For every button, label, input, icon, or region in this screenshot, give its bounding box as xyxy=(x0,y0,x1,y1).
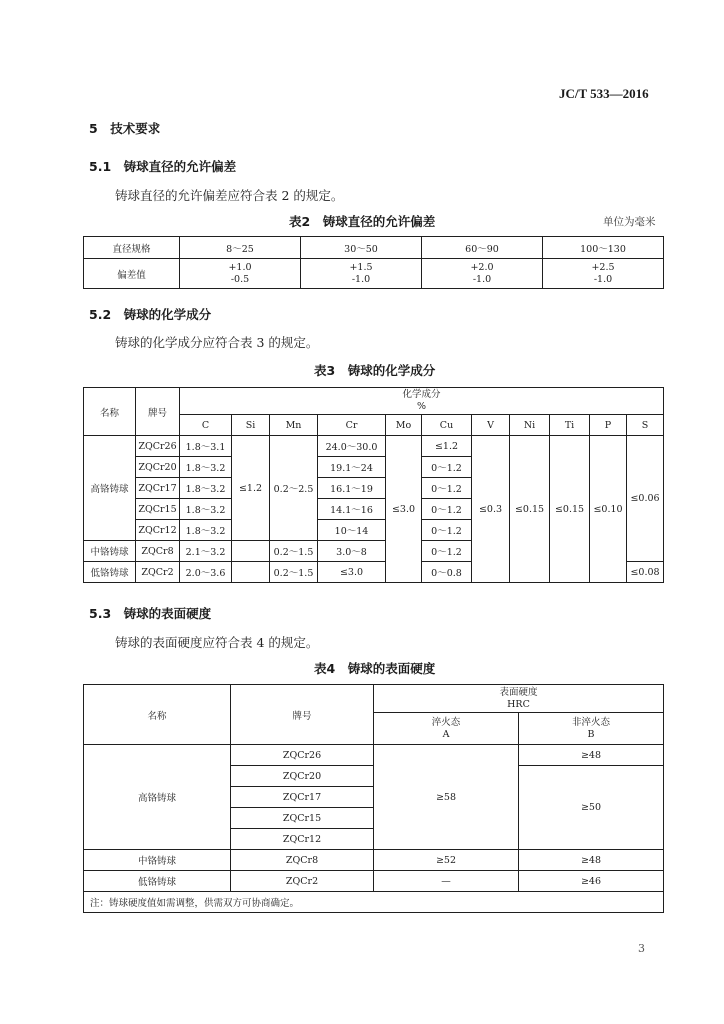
grade-cell: ZQCr12 xyxy=(136,520,180,541)
hardness-b-cell: ≥50 xyxy=(519,766,664,850)
tolerance-plus: +1.0 xyxy=(228,261,252,273)
header-chem xyxy=(180,388,664,415)
unquenched-title: 非淬火态 xyxy=(572,716,611,728)
c-cell: 1.8～3.2 xyxy=(180,478,232,499)
cr-cell: 14.1～16 xyxy=(318,499,386,520)
doc-number: JC/T 533—2016 xyxy=(559,86,649,101)
size-cell: 60～90 xyxy=(422,237,543,259)
hardness-a-cell: ≥58 xyxy=(374,745,519,850)
table-caption: 表4 铸球的表面硬度 xyxy=(314,661,436,676)
element-header: Cr xyxy=(318,415,386,436)
name-cell: 高铬铸球 xyxy=(84,436,136,541)
header-name: 名称 xyxy=(84,685,231,745)
row-label: 直径规格 xyxy=(84,237,180,259)
tolerance-minus: -1.0 xyxy=(593,273,613,285)
si-cell-empty xyxy=(232,541,270,562)
quenched-code: A xyxy=(442,728,450,740)
cr-cell: 10～14 xyxy=(318,520,386,541)
cr-cell: 24.0～30.0 xyxy=(318,436,386,457)
element-header: Mn xyxy=(270,415,318,436)
ni-cell: ≤0.15 xyxy=(510,436,550,583)
c-cell: 1.8～3.2 xyxy=(180,457,232,478)
v-cell: ≤0.3 xyxy=(472,436,510,583)
tolerance-minus: -1.0 xyxy=(351,273,371,285)
tolerance-cell xyxy=(543,259,664,289)
subsection-title: 5.2 铸球的化学成分 xyxy=(89,307,212,322)
mn-cell: 0.2～2.5 xyxy=(270,436,318,541)
grade-cell: ZQCr15 xyxy=(231,808,374,829)
si-cell: ≤1.2 xyxy=(232,436,270,541)
tolerance-cell xyxy=(301,259,422,289)
paragraph: 铸球的化学成分应符合表 3 的规定。 xyxy=(115,335,319,350)
header-unquenched xyxy=(519,713,664,745)
grade-cell: ZQCr17 xyxy=(136,478,180,499)
element-header: S xyxy=(627,415,664,436)
c-cell: 2.1～3.2 xyxy=(180,541,232,562)
hardness-title: 表面硬度 xyxy=(499,686,538,698)
si-cell-empty xyxy=(232,562,270,583)
header-grade: 牌号 xyxy=(231,685,374,745)
tolerance-cell xyxy=(422,259,543,289)
grade-cell: ZQCr2 xyxy=(136,562,180,583)
element-header: Ti xyxy=(550,415,590,436)
cr-cell: ≤3.0 xyxy=(318,562,386,583)
row-label: 偏差值 xyxy=(84,259,180,289)
cr-cell: 3.0～8 xyxy=(318,541,386,562)
size-cell: 30～50 xyxy=(301,237,422,259)
grade-cell: ZQCr20 xyxy=(231,766,374,787)
cu-cell: ≤1.2 xyxy=(422,436,472,457)
quenched-title: 淬火态 xyxy=(431,716,461,728)
section-title: 5 技术要求 xyxy=(89,121,161,136)
tolerance-minus: -0.5 xyxy=(230,273,250,285)
name-cell: 高铬铸球 xyxy=(84,745,231,850)
mo-cell: ≤3.0 xyxy=(386,436,422,583)
table-caption: 表2 铸球直径的允许偏差 xyxy=(289,214,436,229)
cu-cell: 0～1.2 xyxy=(422,541,472,562)
size-cell: 100～130 xyxy=(543,237,664,259)
hardness-a-cell: ≥52 xyxy=(374,850,519,871)
grade-cell: ZQCr2 xyxy=(231,871,374,892)
cr-cell: 19.1～24 xyxy=(318,457,386,478)
hardness-unit: HRC xyxy=(507,698,530,710)
tolerance-plus: +1.5 xyxy=(349,261,373,273)
page-number: 3 xyxy=(638,942,645,955)
header-name: 名称 xyxy=(84,388,136,436)
tolerance-plus: +2.5 xyxy=(591,261,615,273)
grade-cell: ZQCr17 xyxy=(231,787,374,808)
hardness-b-cell: ≥48 xyxy=(519,745,664,766)
table-note: 注：铸球硬度值如需调整，供需双方可协商确定。 xyxy=(84,892,664,913)
table-3 xyxy=(83,387,664,583)
subsection-title: 5.1 铸球直径的允许偏差 xyxy=(89,159,237,174)
tolerance-plus: +2.0 xyxy=(470,261,494,273)
grade-cell: ZQCr15 xyxy=(136,499,180,520)
unquenched-code: B xyxy=(587,728,595,740)
p-cell: ≤0.10 xyxy=(590,436,627,583)
size-cell: 8～25 xyxy=(180,237,301,259)
tolerance-cell xyxy=(180,259,301,289)
mn-cell: 0.2～1.5 xyxy=(270,562,318,583)
cu-cell: 0～1.2 xyxy=(422,499,472,520)
header-hardness xyxy=(374,685,664,713)
table-caption: 表3 铸球的化学成分 xyxy=(314,363,436,378)
chem-title: 化学成分 xyxy=(402,389,441,400)
grade-cell: ZQCr8 xyxy=(136,541,180,562)
s-cell: ≤0.06 xyxy=(627,436,664,562)
table-4 xyxy=(83,684,664,913)
element-header: Mo xyxy=(386,415,422,436)
grade-cell: ZQCr26 xyxy=(231,745,374,766)
c-cell: 1.8～3.2 xyxy=(180,499,232,520)
paragraph: 铸球的表面硬度应符合表 4 的规定。 xyxy=(115,635,319,650)
grade-cell: ZQCr26 xyxy=(136,436,180,457)
cu-cell: 0～1.2 xyxy=(422,478,472,499)
c-cell: 2.0～3.6 xyxy=(180,562,232,583)
c-cell: 1.8～3.2 xyxy=(180,520,232,541)
subsection-title: 5.3 铸球的表面硬度 xyxy=(89,606,212,621)
name-cell: 中铬铸球 xyxy=(84,541,136,562)
hardness-b-cell: ≥48 xyxy=(519,850,664,871)
grade-cell: ZQCr20 xyxy=(136,457,180,478)
grade-cell: ZQCr8 xyxy=(231,850,374,871)
element-header: V xyxy=(472,415,510,436)
cu-cell: 0～0.8 xyxy=(422,562,472,583)
tolerance-minus: -1.0 xyxy=(472,273,492,285)
table-unit: 单位为毫米 xyxy=(603,216,656,228)
element-header: Ni xyxy=(510,415,550,436)
header-grade: 牌号 xyxy=(136,388,180,436)
element-header: Si xyxy=(232,415,270,436)
header-quenched xyxy=(374,713,519,745)
name-cell: 低铬铸球 xyxy=(84,562,136,583)
c-cell: 1.8～3.1 xyxy=(180,436,232,457)
table-2 xyxy=(83,236,664,289)
element-header: Cu xyxy=(422,415,472,436)
paragraph: 铸球直径的允许偏差应符合表 2 的规定。 xyxy=(115,188,344,203)
name-cell: 低铬铸球 xyxy=(84,871,231,892)
grade-cell: ZQCr12 xyxy=(231,829,374,850)
hardness-b-cell: ≥46 xyxy=(519,871,664,892)
name-cell: 中铬铸球 xyxy=(84,850,231,871)
cu-cell: 0～1.2 xyxy=(422,457,472,478)
element-header: C xyxy=(180,415,232,436)
chem-unit: % xyxy=(416,401,427,412)
hardness-a-cell: — xyxy=(374,871,519,892)
ti-cell: ≤0.15 xyxy=(550,436,590,583)
s-cell: ≤0.08 xyxy=(627,562,664,583)
mn-cell: 0.2～1.5 xyxy=(270,541,318,562)
element-header: P xyxy=(590,415,627,436)
cu-cell: 0～1.2 xyxy=(422,520,472,541)
cr-cell: 16.1～19 xyxy=(318,478,386,499)
